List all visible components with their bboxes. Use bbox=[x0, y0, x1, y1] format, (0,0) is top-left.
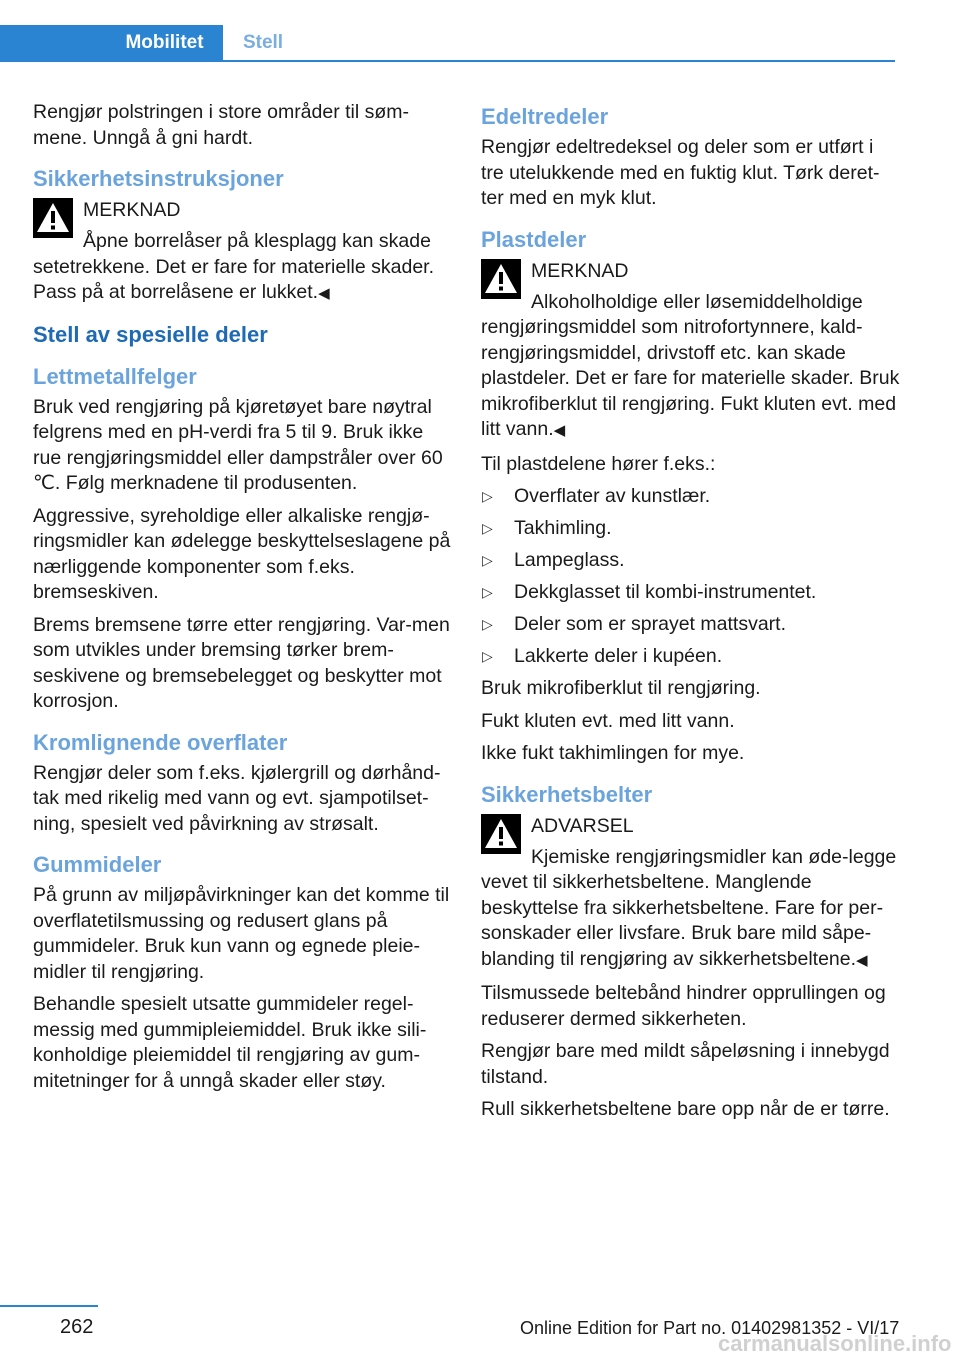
section-title: Stell av spesielle deler bbox=[33, 321, 268, 347]
plastic-heading: Plastdeler bbox=[481, 226, 587, 252]
plastic-paragraph-3: Fukt kluten evt. med litt vann. bbox=[481, 709, 735, 732]
warning-triangle-icon bbox=[481, 259, 521, 299]
chapter-tab-bar bbox=[0, 25, 895, 62]
notice-text: Åpne borrelåser på klesplagg kan skade setetrekkene. Det er fare for materielle skader. Pass på at borrelåsene er lukket. bbox=[33, 230, 435, 303]
notice-box bbox=[33, 197, 453, 307]
warning-box bbox=[481, 813, 901, 974]
rubber-paragraph-2: Behandle spesielt utsatte gummideler regel‐messig med gummipleiemiddel. Bruk ikke sili‐konholdige pleiemiddel til rengjøring av gum‐mitetninger for å unngå skader eller støy. bbox=[33, 993, 427, 1092]
list-item: ▷ Lakkerte deler i kupéen. bbox=[481, 644, 901, 670]
list-marker-icon: ▷ bbox=[482, 552, 493, 568]
list-item: ▷ Takhimling. bbox=[481, 516, 901, 542]
tab-stell[interactable]: Stell bbox=[242, 32, 284, 53]
belt-paragraph-1: Tilsmussede beltebånd hindrer opprullingen og reduserer dermed sikkerheten. bbox=[481, 982, 886, 1030]
list-item: ▷ Lampeglass. bbox=[481, 548, 901, 574]
edition-footer: Online Edition for Part no. 01402981352 - VI/17 bbox=[520, 1318, 900, 1338]
plastic-paragraph-2: Bruk mikrofiberklut til rengjøring. bbox=[481, 677, 761, 699]
list-marker-icon: ▷ bbox=[482, 584, 493, 600]
plastic-paragraph-4: Ikke fukt takhimlingen for mye. bbox=[481, 742, 745, 764]
watermark: carmanualsonline.info bbox=[718, 1331, 952, 1356]
rubber-heading: Gummideler bbox=[33, 852, 162, 877]
list-item: ▷ Deler som er sprayet mattsvart. bbox=[481, 612, 901, 638]
warning-text: Kjemiske rengjøringsmidler kan øde‐legge vevet til sikkerhetsbeltene. Manglende beskyttelse fra sikkerhetsbeltene. Fare for per‐sonskader eller livsfare. Bruk bare mild såpe‐blanding til rengjøring av sikkerhetsbeltene. bbox=[481, 845, 897, 970]
chrome-heading: Kromlignende overflater bbox=[33, 729, 288, 755]
notice-box bbox=[481, 258, 901, 444]
warning-triangle-icon bbox=[33, 198, 73, 238]
alloy-paragraph-2: Aggressive, syreholdige eller alkaliske rengjø‐ringsmidler kan ødelegge beskyttelseslagene på nærliggende komponenter som f.eks. bremseskiven. bbox=[33, 504, 451, 603]
end-mark: ◀ bbox=[318, 285, 330, 302]
right-column bbox=[481, 100, 901, 1130]
notice-label: MERKNAD bbox=[531, 259, 629, 282]
tab-mobilitet[interactable]: Mobilitet bbox=[0, 25, 223, 60]
intro-paragraph: Rengjør polstringen i store områder til søm‐mene. Unngå å gni hardt. bbox=[33, 101, 410, 149]
belt-paragraph-2: Rengjør bare med mildt såpeløsning i innebygd tilstand. bbox=[481, 1040, 890, 1088]
chrome-paragraph: Rengjør deler som f.eks. kjølergrill og dørhånd‐tak med rikelig med vann og evt. sjampotilset‐ning, spesielt ved påvirkning av strøsalt. bbox=[33, 761, 441, 835]
end-mark: ◀ bbox=[553, 422, 566, 439]
plastic-parts-list bbox=[481, 484, 901, 670]
alloy-paragraph-3: Brems bremsene tørre etter rengjøring. Var‐men som utvikles under bremsing tørker brem‐seskivene og bremsebelegget og beskytter mot korrosjon. bbox=[33, 613, 450, 712]
alloy-heading: Lettmetallfelger bbox=[33, 363, 197, 389]
alloy-paragraph-1: Bruk ved rengjøring på kjøretøyet bare nøytral felgrens med en pH-verdi fra 5 til 9. Bruk ikke rue rengjøringsmiddel eller dampstråler over 60 ℃. Følg merknadene til produsenten. bbox=[33, 395, 443, 494]
plastic-intro: Til plastdelene hører f.eks.: bbox=[481, 452, 716, 475]
list-marker-icon: ▷ bbox=[482, 648, 493, 664]
belt-paragraph-3: Rull sikkerhetsbeltene bare opp når de er tørre. bbox=[481, 1098, 890, 1120]
end-mark: ◀ bbox=[856, 951, 868, 969]
notice-label: MERKNAD bbox=[83, 199, 181, 221]
page-number-rule bbox=[0, 1305, 98, 1307]
belt-heading: Sikkerhetsbelter bbox=[481, 781, 653, 807]
notice-text: Alkoholholdige eller løsemiddelholdige rengjøringsmiddel som nitrofortynnere, kald‐rengjøringsmiddel, drivstoff etc. kan skade plastdeler. Det er fare for materielle skader. Bruk mikrofiberklut til rengjøring. Fukt kluten evt. med litt vann. bbox=[481, 290, 900, 440]
list-item: ▷ Overflater av kunstlær. bbox=[481, 484, 901, 510]
page-number: 262 bbox=[60, 1316, 94, 1338]
safety-heading: Sikkerhetsinstruksjoner bbox=[33, 166, 284, 191]
left-column bbox=[33, 100, 453, 1101]
rubber-paragraph-1: På grunn av miljøpåvirkninger kan det komme til overflatetilsmussing og redusert glans på gummideler. Bruk kun vann og egnede pleie‐midler til rengjøring. bbox=[33, 884, 450, 983]
warning-triangle-icon bbox=[481, 814, 521, 854]
list-item: ▷ Dekkglasset til kombi-instrumentet. bbox=[481, 580, 901, 606]
wood-heading: Edeltredeler bbox=[481, 104, 609, 129]
list-marker-icon: ▷ bbox=[482, 616, 493, 632]
warning-label: ADVARSEL bbox=[531, 814, 634, 837]
list-marker-icon: ▷ bbox=[482, 488, 493, 504]
wood-paragraph: Rengjør edeltredeksel og deler som er utført i tre utelukkende med en fuktig klut. Tørk deret‐ter med en myk klut. bbox=[481, 136, 880, 209]
list-marker-icon: ▷ bbox=[482, 520, 493, 536]
